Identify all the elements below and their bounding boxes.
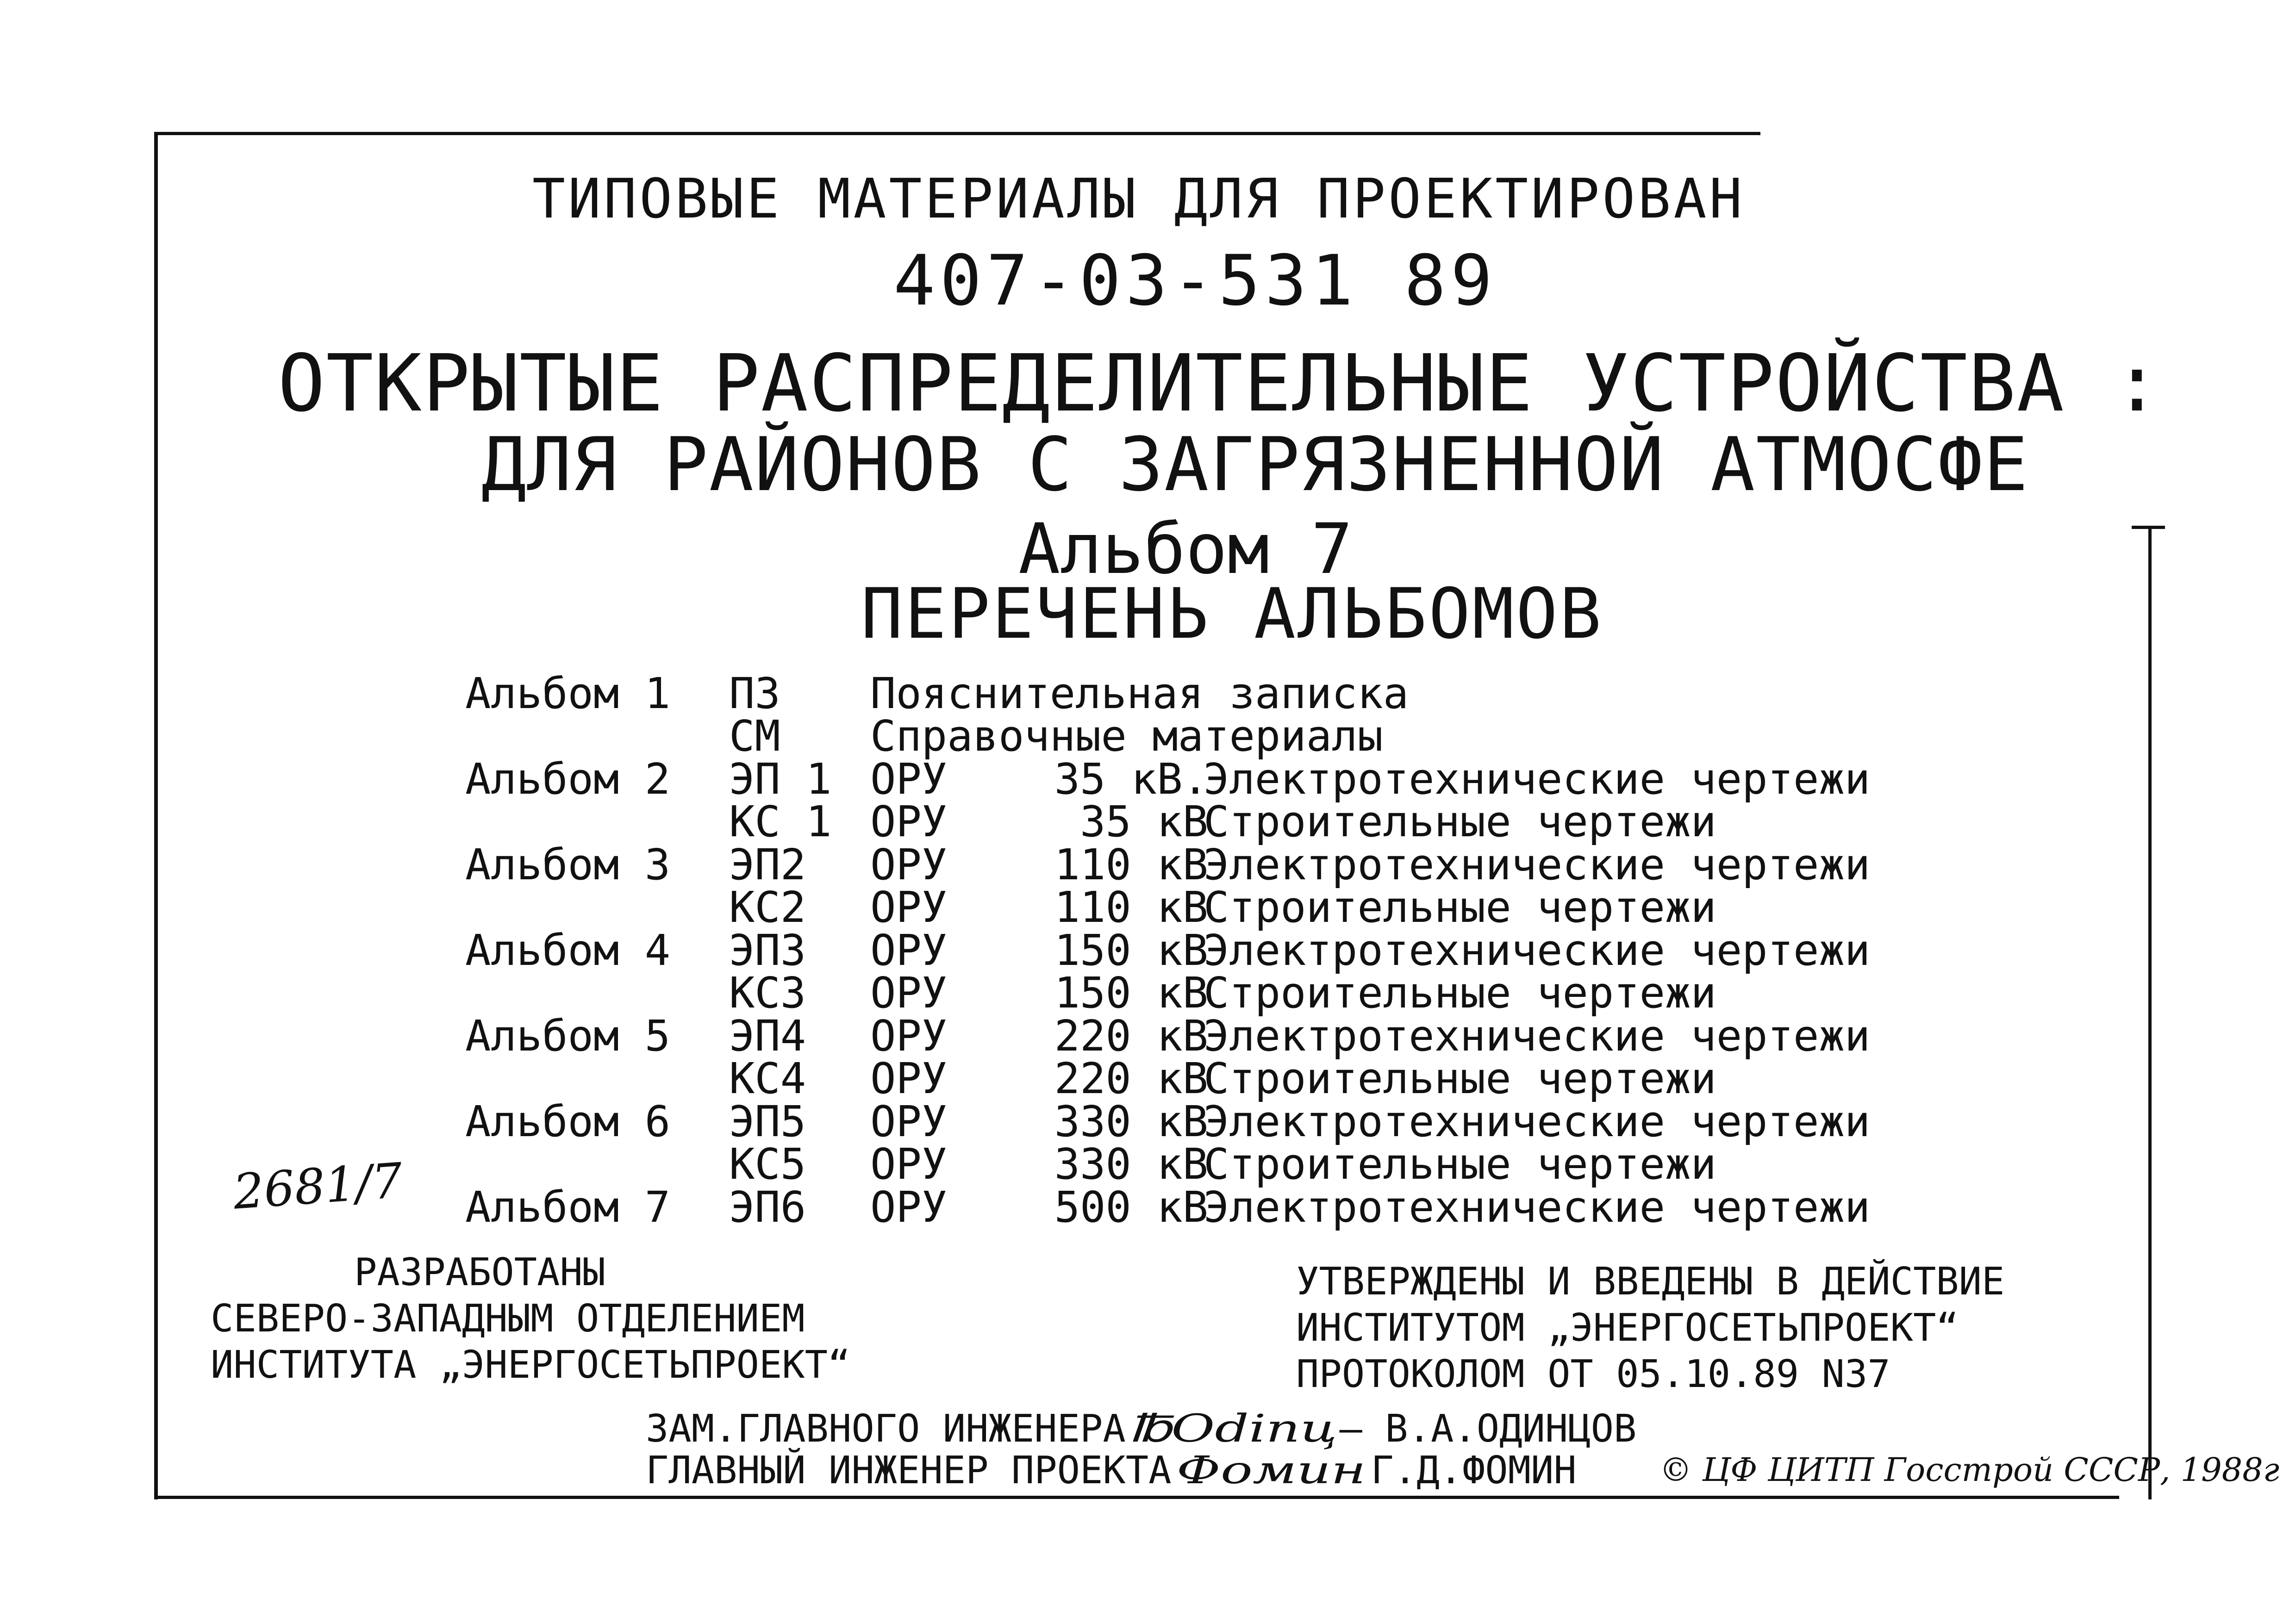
signatory-name: — В.А.ОДИНЦОВ [1339,1407,1637,1451]
album-code: ЭП5 [729,1097,806,1146]
album-oru: ОРУ [870,797,948,846]
album-label: Альбом 5 [465,1011,671,1061]
album-drawing-type: Строительные чертежи [1204,797,1716,846]
album-drawing-type: Электротехнические чертежи [1204,926,1871,975]
album-row [0,883,2296,932]
album-oru: ОРУ [870,1097,948,1146]
album-row [0,840,2296,889]
album-label: Альбом 6 [465,1097,671,1146]
album-oru: ОРУ [870,1011,948,1061]
album-code: ЭП6 [729,1182,806,1232]
signatory-name: Г.Д.ФОМИН [1371,1449,1577,1492]
album-voltage: 330 кВ [1054,1139,1208,1189]
album-oru: ОРУ [870,1054,948,1103]
album-description: Справочные материалы [870,711,1383,761]
album-voltage: 110 кВ [1054,840,1208,889]
album-drawing-type: Электротехнические чертежи [1204,840,1871,889]
album-voltage: 110 кВ [1054,883,1208,932]
album-code: СМ [729,711,780,761]
album-voltage: 220 кВ [1054,1054,1208,1103]
series-title: ТИПОВЫЕ МАТЕРИАЛЫ ДЛЯ ПРОЕКТИРОВАН [532,167,1745,230]
album-code: КС2 [729,883,806,932]
album-code: ЭП4 [729,1011,806,1061]
album-row [0,968,2296,1018]
album-oru: ОРУ [870,968,948,1018]
album-list-title: ПЕРЕЧЕНЬ АЛЬБОМОВ [861,574,1603,654]
album-label: Альбом 4 [465,926,671,975]
album-code: КС5 [729,1139,806,1189]
album-row [0,1097,2296,1146]
album-oru: ОРУ [870,883,948,932]
title-line-2: ДЛЯ РАЙОНОВ С ЗАГРЯЗНЕННОЙ АТМОСФЕ [481,421,2029,508]
signature-role: ГЛАВНЫЙ ИНЖЕНЕР ПРОЕКТА [646,1449,1172,1492]
album-code: ЭП3 [729,926,806,975]
album-label: Альбом 7 [465,1182,671,1232]
album-label: Альбом 2 [465,754,671,804]
album-row [0,669,2296,718]
developed-line-2: СЕВЕРО-ЗАПАДНЫМ ОТДЕЛЕНИЕМ [211,1297,805,1341]
inventory-number: 2681/7 [231,1152,405,1220]
album-drawing-type: Строительные чертежи [1204,1139,1716,1189]
album-oru: ОРУ [870,926,948,975]
approved-line-2: ИНСТИТУТОМ „ЭНЕРГОСЕТЬПРОЕКТ“ [1296,1306,1959,1350]
album-drawing-type: Строительные чертежи [1204,968,1716,1018]
album-voltage: 220 кВ [1054,1011,1208,1061]
album-voltage: 35 кВ. [1054,754,1208,804]
album-drawing-type: Электротехнические чертежи [1204,754,1871,804]
signature-row-deputy-chief-engineer [646,1407,1636,1453]
album-name: Альбом 7 [1018,509,1353,590]
album-oru: ОРУ [870,754,948,804]
signature-row-chief-project-engineer [646,1449,1577,1495]
copyright-note: © ЦФ ЦИТП Госстрой СССР, 1988г [1660,1451,2280,1489]
album-oru: ОРУ [870,840,948,889]
album-drawing-type: Электротехнические чертежи [1204,1182,1871,1232]
album-voltage: 150 кВ [1054,926,1208,975]
frame-bottom-line [154,1496,2119,1499]
album-row [0,711,2296,761]
handwritten-signature: ℔Odinц [1128,1407,1337,1451]
document-code: 407-03-531 89 [893,241,1497,321]
approved-line-3: ПРОТОКОЛОМ ОТ 05.10.89 N37 [1296,1352,1890,1396]
album-voltage: 500 кВ [1054,1182,1208,1232]
developed-line-1: РАЗРАБОТАНЫ [354,1250,606,1294]
approved-line-1: УТВЕРЖДЕНЫ И ВВЕДЕНЫ В ДЕЙСТВИЕ [1296,1260,2005,1304]
developed-line-3: ИНСТИТУТА „ЭНЕРГОСЕТЬПРОЕКТ“ [211,1343,851,1387]
album-oru: ОРУ [870,1182,948,1232]
album-label: Альбом 3 [465,840,671,889]
album-voltage: 330 кВ [1054,1097,1208,1146]
album-voltage: 35 кВ [1080,797,1208,846]
album-voltage: 150 кВ [1054,968,1208,1018]
album-label: Альбом 1 [465,669,671,718]
album-row [0,1054,2296,1103]
signature-role: ЗАМ.ГЛАВНОГО ИНЖЕНЕРА [646,1407,1126,1451]
album-drawing-type: Строительные чертежи [1204,883,1716,932]
album-code: ЭП 1 [729,754,832,804]
album-code: КС4 [729,1054,806,1103]
album-row [0,754,2296,804]
album-code: ЭП2 [729,840,806,889]
album-code: КС3 [729,968,806,1018]
handwritten-signature: Фомин [1176,1449,1366,1492]
approved-by-block [1296,1259,2004,1398]
album-code: КС 1 [729,797,832,846]
album-drawing-type: Строительные чертежи [1204,1054,1716,1103]
title-line-1: ОТКРЫТЫЕ РАСПРЕДЕЛИТЕЛЬНЫЕ УСТРОЙСТВА : [278,338,2162,429]
album-drawing-type: Электротехнические чертежи [1204,1011,1871,1061]
developed-by-block [211,1250,850,1388]
album-drawing-type: Электротехнические чертежи [1204,1097,1871,1146]
album-code: ПЗ [729,669,780,718]
album-oru: ОРУ [870,1139,948,1189]
album-row [0,926,2296,975]
album-row [0,1011,2296,1061]
album-description: Пояснительная записка [870,669,1409,718]
album-row [0,797,2296,846]
frame-top-line [154,132,1760,135]
